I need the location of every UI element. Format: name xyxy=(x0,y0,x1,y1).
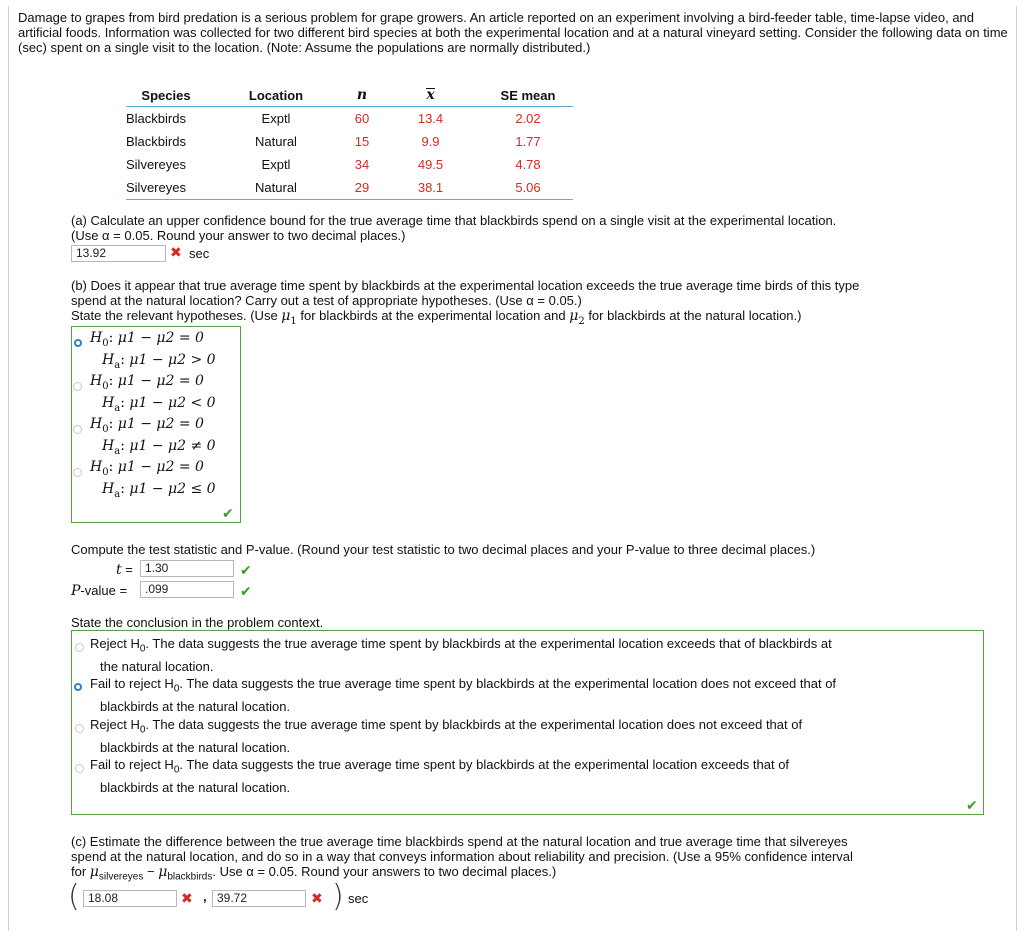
cell-species: Blackbirds xyxy=(126,111,186,126)
part-b-question: (b) Does it appear that true average time spent by blackbirds at the experimental location exceeds the true average time birds of this type spend at the natural location? Carry out a test of appropriate hypotheses. (Use α = 0.05.) State the relevant hypotheses. (Use $\mu_1$ for blackbirds at the experimental location and $\mu_2$ for blackbirds at the natural location.) xyxy=(71,278,860,327)
conclusion-prompt: State the conclusion in the problem context. xyxy=(71,615,324,630)
data-table xyxy=(126,84,573,200)
cell-n: 60 xyxy=(354,111,370,126)
hypothesis-radio-1[interactable] xyxy=(74,339,82,347)
table-row xyxy=(126,176,573,200)
table-row xyxy=(126,130,573,153)
t-label: t = xyxy=(116,562,133,578)
cell-n: 15 xyxy=(354,134,370,149)
check-mark-icon: ✔ xyxy=(240,583,252,599)
conclusion-option-1[interactable]: Reject $H_0$. The data suggests the true average time spent by blackbirds at the experimental location exceeds that of blackbirds at the natural location. xyxy=(90,636,832,674)
hypothesis-option-1[interactable]: $H_0$: μ1 − μ2 = 0 $H_a$: μ1 − μ2 > 0 xyxy=(90,330,216,371)
table-header-row xyxy=(126,84,573,107)
table-row xyxy=(126,153,573,176)
hypothesis-radio-2[interactable] xyxy=(73,382,82,391)
ci-upper-input[interactable]: 39.72 xyxy=(212,890,306,907)
check-mark-icon: ✔ xyxy=(966,797,978,813)
part-a-question: (a) Calculate an upper confidence bound for the true average time that blackbirds spend on a single visit at the experimental location. (Use α = 0.05. Round your answer to two decimal places.) xyxy=(71,213,837,243)
p-value-input[interactable]: .099 xyxy=(140,581,234,598)
hypothesis-option-4[interactable]: $H_0$: μ1 − μ2 = 0 $H_a$: μ1 − μ2 ≤ 0 xyxy=(90,459,216,500)
cell-species: Blackbirds xyxy=(126,134,186,149)
close-paren: ) xyxy=(332,879,344,914)
cell-n: 34 xyxy=(354,157,370,172)
col-species: Species xyxy=(126,84,206,107)
col-location: Location xyxy=(206,84,346,107)
cell-xbar: 38.1 xyxy=(378,176,483,200)
cell-location: Natural xyxy=(255,134,297,149)
part-c-unit: sec xyxy=(348,891,369,906)
conclusion-radio-1[interactable] xyxy=(75,643,84,652)
t-statistic-input[interactable]: 1.30 xyxy=(140,560,234,577)
cell-se: 2.02 xyxy=(515,111,541,126)
cell-location: Exptl xyxy=(261,157,291,172)
check-mark-icon: ✔ xyxy=(240,562,252,578)
cell-species: Silvereyes xyxy=(126,176,206,200)
cell-species: Silvereyes xyxy=(126,157,186,172)
x-mark-icon: ✖ xyxy=(170,244,182,260)
cell-location: Exptl xyxy=(261,111,291,126)
hypothesis-option-2[interactable]: $H_0$: μ1 − μ2 = 0 $H_a$: μ1 − μ2 < 0 xyxy=(90,373,216,414)
cell-se: 4.78 xyxy=(515,157,541,172)
check-mark-icon: ✔ xyxy=(222,505,234,521)
cell-location: Natural xyxy=(206,176,346,200)
conclusion-radio-3[interactable] xyxy=(75,724,84,733)
table-row xyxy=(126,107,573,131)
cell-xbar: 13.4 xyxy=(417,111,444,126)
hypothesis-radio-3[interactable] xyxy=(73,425,82,434)
cell-xbar: 49.5 xyxy=(417,157,444,172)
compute-instructions: Compute the test statistic and P-value. (Round your test statistic to two decimal places and your P-value to three decimal places.) xyxy=(71,542,816,557)
conclusion-radio-4[interactable] xyxy=(75,764,84,773)
part-a-unit: sec xyxy=(189,246,210,261)
hypothesis-option-3[interactable]: $H_0$: μ1 − μ2 = 0 $H_a$: μ1 − μ2 ≠ 0 xyxy=(90,416,216,457)
cell-n: 29 xyxy=(346,176,378,200)
cell-se: 1.77 xyxy=(515,134,541,149)
col-xbar: x xyxy=(378,84,483,107)
x-mark-icon: ✖ xyxy=(311,890,323,906)
part-a-answer-input[interactable]: 13.92 xyxy=(71,245,166,262)
problem-intro: Damage to grapes from bird predation is a serious problem for grape growers. An article reported on an experiment involving a bird-feeder table, time-lapse video, and artificial foods. Information was collected for two different bird species at both the experimental location and at a natural vineyard setting. Consider the following data on time (sec) spent on a single visit to the location. (Note: Assume the populations are normally distributed.) xyxy=(18,10,1008,55)
conclusion-option-4[interactable]: Fail to reject $H_0$. The data suggests the true average time spent by blackbirds at the experimental location exceeds that of blackbirds at the natural location. xyxy=(90,757,790,795)
part-c-question: (c) Estimate the difference between the true average time blackbirds spend at the natural location and true average time that silvereyes spend at the natural location, and do so in a way that conveys information about reliability and precision. (Use a 95% confidence interval for $\mu_{silvereyes} - \mu_{blackbirds}$. Use α = 0.05. Round your answers to two decimal places.) xyxy=(71,834,853,883)
cell-xbar: 9.9 xyxy=(421,134,440,149)
conclusion-option-2[interactable]: Fail to reject $H_0$. The data suggests the true average time spent by blackbirds at the experimental location does not exceed that of blackbirds at the natural location. xyxy=(90,676,837,714)
cell-se: 5.06 xyxy=(483,176,573,200)
conclusion-radio-2[interactable] xyxy=(74,683,82,691)
ci-lower-input[interactable]: 18.08 xyxy=(83,890,177,907)
x-mark-icon: ✖ xyxy=(181,890,193,906)
col-se-mean: SE mean xyxy=(483,84,573,107)
hypothesis-radio-4[interactable] xyxy=(73,468,82,477)
p-value-label: P-value = xyxy=(71,583,128,599)
conclusion-option-3[interactable]: Reject $H_0$. The data suggests the true average time spent by blackbirds at the experimental location does not exceed that of blackbirds at the natural location. xyxy=(90,717,803,755)
col-n: n xyxy=(346,84,378,107)
comma-separator: , xyxy=(203,889,207,904)
open-paren: ( xyxy=(68,879,80,914)
